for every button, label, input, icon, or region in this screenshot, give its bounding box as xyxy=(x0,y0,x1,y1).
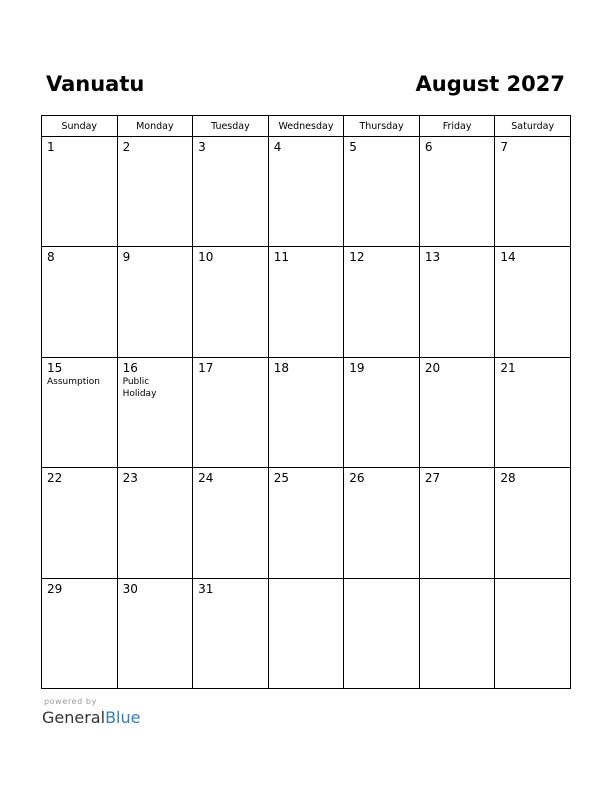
brand-general-text: General xyxy=(42,708,106,727)
holiday-label xyxy=(344,154,419,155)
day-cell xyxy=(193,137,269,247)
day-number: 16 xyxy=(122,360,138,375)
day-number: 25 xyxy=(273,471,289,486)
holiday-label xyxy=(193,596,268,597)
day-number: 21 xyxy=(500,360,516,375)
day-number: 31 xyxy=(198,581,214,596)
day-number: 19 xyxy=(349,360,365,375)
day-number: 1 xyxy=(47,140,55,154)
holiday-label xyxy=(269,485,344,486)
day-cell xyxy=(193,468,269,578)
week-row xyxy=(42,578,571,688)
day-number: 15 xyxy=(47,360,63,375)
day-cell xyxy=(495,357,571,467)
holiday-label xyxy=(269,264,344,265)
day-number: 7 xyxy=(500,140,509,154)
day-cell xyxy=(268,137,344,247)
holiday-label xyxy=(344,582,419,583)
weekday-friday: Friday xyxy=(419,116,495,137)
day-cell xyxy=(495,578,571,688)
holiday-label xyxy=(118,154,193,155)
weekday-sunday: Sunday xyxy=(42,116,118,137)
day-cell xyxy=(495,468,571,578)
holiday-label: Public Holiday xyxy=(122,376,157,399)
day-number: 12 xyxy=(349,250,365,265)
day-cell xyxy=(344,468,420,578)
holiday-label xyxy=(193,375,268,376)
day-number: 30 xyxy=(122,581,138,596)
day-cell xyxy=(117,578,193,688)
week-row xyxy=(42,247,571,357)
day-cell xyxy=(268,357,344,467)
holiday-label xyxy=(420,582,495,583)
powered-by-text: powered by xyxy=(44,697,97,706)
calendar-grid xyxy=(41,115,571,689)
holiday-label xyxy=(495,485,570,486)
holiday-label xyxy=(118,264,193,265)
day-cell xyxy=(117,137,193,247)
month-title: August 2027 xyxy=(415,72,565,96)
day-cell xyxy=(344,247,420,357)
day-number: 5 xyxy=(349,140,357,154)
day-number: 2 xyxy=(122,140,131,154)
week-row xyxy=(42,137,571,247)
holiday-label xyxy=(344,264,419,265)
day-cell xyxy=(42,357,118,467)
week-row xyxy=(42,468,571,578)
holiday-label xyxy=(344,375,419,376)
holiday-label xyxy=(495,375,570,376)
day-cell xyxy=(419,247,495,357)
holiday-label xyxy=(193,154,268,155)
day-cell xyxy=(419,357,495,467)
holiday-label: Assumption xyxy=(47,376,100,387)
holiday-label xyxy=(42,154,117,155)
day-cell xyxy=(495,247,571,357)
day-number: 29 xyxy=(47,581,63,596)
country-title: Vanuatu xyxy=(46,72,145,96)
holiday-label xyxy=(495,582,570,583)
day-number: 11 xyxy=(273,250,289,265)
day-number: 4 xyxy=(273,140,282,154)
holiday-label xyxy=(420,154,495,155)
day-number: 10 xyxy=(198,250,214,265)
footer-branding xyxy=(42,697,140,728)
holiday-label xyxy=(420,375,495,376)
weekday-header-row xyxy=(42,116,571,137)
day-cell xyxy=(344,357,420,467)
day-number: 20 xyxy=(424,360,441,375)
day-number: 26 xyxy=(349,471,365,486)
day-cell xyxy=(268,247,344,357)
holiday-label xyxy=(193,485,268,486)
day-number: 8 xyxy=(47,250,55,265)
day-number: 3 xyxy=(198,140,206,154)
holiday-label xyxy=(344,485,419,486)
day-cell xyxy=(419,137,495,247)
holiday-label xyxy=(420,485,495,486)
day-cell xyxy=(268,578,344,688)
day-cell xyxy=(117,468,193,578)
day-number: 28 xyxy=(500,471,516,486)
day-cell xyxy=(42,247,118,357)
holiday-label xyxy=(193,264,268,265)
day-cell xyxy=(495,137,571,247)
weekday-monday: Monday xyxy=(117,116,193,137)
day-cell xyxy=(42,137,118,247)
weekday-thursday: Thursday xyxy=(344,116,420,137)
day-cell xyxy=(117,357,193,467)
day-number: 18 xyxy=(273,360,289,375)
holiday-label xyxy=(269,375,344,376)
day-cell xyxy=(344,137,420,247)
day-number: 9 xyxy=(122,250,131,265)
holiday-label xyxy=(42,596,117,597)
holiday-label xyxy=(495,154,570,155)
day-number: 24 xyxy=(198,471,214,486)
day-cell xyxy=(42,468,118,578)
holiday-label xyxy=(118,596,193,597)
day-number: 13 xyxy=(424,250,441,265)
brand-blue-text: Blue xyxy=(105,708,141,727)
day-number: 14 xyxy=(500,250,516,265)
week-row xyxy=(42,357,571,467)
day-cell xyxy=(419,578,495,688)
day-number: 6 xyxy=(424,140,433,154)
day-cell xyxy=(193,247,269,357)
holiday-label xyxy=(495,264,570,265)
holiday-label xyxy=(42,264,117,265)
day-number: 27 xyxy=(424,471,441,486)
day-cell xyxy=(344,578,420,688)
holiday-label xyxy=(420,264,495,265)
day-cell xyxy=(42,578,118,688)
weekday-wednesday: Wednesday xyxy=(268,116,344,137)
day-number: 23 xyxy=(122,471,138,486)
day-cell xyxy=(268,468,344,578)
weekday-saturday: Saturday xyxy=(495,116,571,137)
day-number: 22 xyxy=(47,471,63,486)
day-number: 17 xyxy=(198,360,214,375)
holiday-label xyxy=(269,154,344,155)
holiday-label xyxy=(269,582,344,583)
holiday-label xyxy=(42,485,117,486)
weekday-tuesday: Tuesday xyxy=(193,116,269,137)
holiday-label xyxy=(118,485,193,486)
day-cell xyxy=(117,247,193,357)
day-cell xyxy=(419,468,495,578)
day-cell xyxy=(193,578,269,688)
generalblue-logo[interactable] xyxy=(42,708,140,728)
day-cell xyxy=(193,357,269,467)
